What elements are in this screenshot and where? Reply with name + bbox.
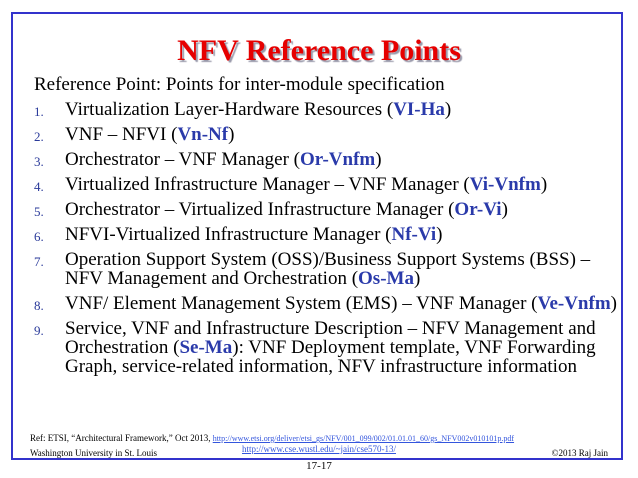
item-code: Ve-Vnfm [537, 293, 611, 314]
item-suffix: ): VNF Deployment template, VNF Forwarding Graph, service-related information, NFV infrastructure information [65, 337, 596, 377]
slide-title: NFV Reference Points [177, 34, 461, 67]
item-suffix: ) [436, 224, 443, 245]
item-number: 5. [34, 204, 44, 219]
list-item [34, 175, 624, 194]
item-text: Operation Support System (OSS)/Business Support Systems (BSS) – NFV Management and Orchestration ( [65, 249, 591, 289]
item-code: Vn-Nf [177, 124, 229, 145]
item-suffix: ) [444, 99, 452, 120]
item-code: Nf-Vi [391, 224, 437, 245]
item-suffix: ) [375, 149, 382, 170]
list-item [34, 150, 624, 169]
item-number: 7. [34, 254, 44, 269]
page-number: 17-17 [306, 460, 332, 472]
list-item [34, 319, 624, 376]
item-code: Or-Vnfm [299, 149, 376, 170]
item-number: 4. [34, 179, 44, 194]
item-text: NFVI-Virtualized Infrastructure Manager ( [65, 224, 392, 245]
item-code: Vi-Vnfm [469, 174, 541, 195]
item-number: 6. [34, 229, 44, 244]
item-suffix: ) [501, 199, 508, 220]
list-item [34, 100, 624, 119]
item-text: Orchestrator – Virtualized Infrastructure Manager ( [65, 199, 455, 220]
item-suffix: ) [610, 293, 617, 314]
list-item [34, 225, 624, 244]
footer-copyright: ©2013 Raj Jain [551, 448, 608, 458]
list-item [34, 294, 624, 313]
item-number: 8. [34, 298, 44, 313]
reference-link[interactable]: http://www.etsi.org/deliver/etsi_gs/NFV/001_099/002/01.01.01_60/gs_NFV002v010101p.pdf [212, 434, 515, 443]
item-number: 9. [34, 323, 44, 338]
list-item [34, 125, 624, 144]
intro-text: Reference Point: Points for inter-module specification [34, 74, 445, 95]
footer-organization: Washington University in St. Louis [30, 448, 158, 458]
item-code: Se-Ma [179, 337, 233, 358]
item-code: VI-Ha [393, 99, 445, 120]
item-text: Service, VNF and Infrastructure Description – NFV Management and Orchestration ( [65, 318, 596, 358]
list-item [34, 250, 624, 288]
item-number: 3. [34, 154, 44, 169]
item-suffix: ) [413, 268, 421, 289]
item-text: VNF/ Element Management System (EMS) – VNF Manager ( [65, 293, 538, 314]
item-code: Or-Vi [454, 199, 502, 220]
item-number: 1. [34, 104, 44, 119]
item-suffix: ) [228, 124, 235, 145]
item-text: Virtualization Layer-Hardware Resources ( [65, 99, 394, 120]
course-link[interactable]: http://www.cse.wustl.edu/~jain/cse570-13/ [241, 444, 396, 454]
reference-citation [30, 433, 514, 444]
item-text: Virtualized Infrastructure Manager – VNF Manager ( [65, 174, 470, 195]
item-suffix: ) [540, 174, 548, 195]
item-text: Orchestrator – VNF Manager ( [65, 149, 300, 170]
item-code: Os-Ma [358, 268, 414, 289]
list-item [34, 200, 624, 219]
reference-text: Ref: ETSI, “Architectural Framework,” Oct 2013, [30, 433, 213, 443]
item-text: VNF – NFVI ( [65, 124, 178, 145]
item-number: 2. [34, 129, 44, 144]
reference-point-list [34, 100, 624, 382]
